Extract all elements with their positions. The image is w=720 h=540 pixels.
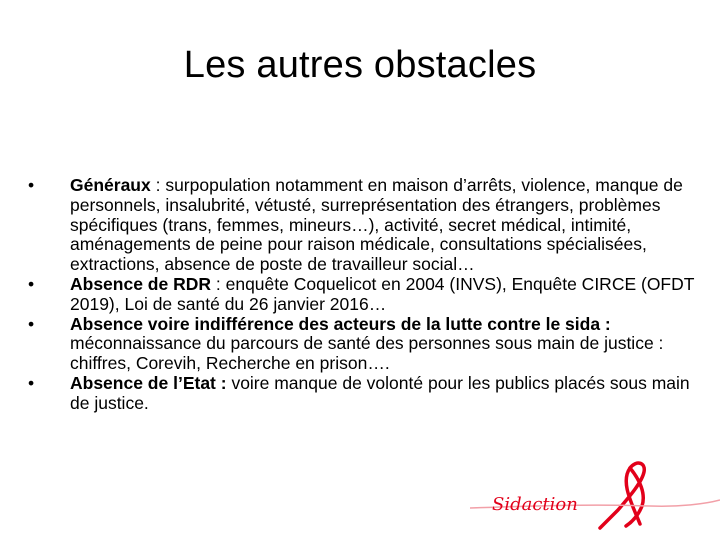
bullet-text: méconnaissance du parcours de santé des personnes sous main de justice : chiffres, Corevih, Recherche en prison….	[70, 333, 664, 374]
bullet-marker: •	[28, 313, 35, 334]
red-ribbon-icon	[600, 463, 644, 528]
bullet-text: : surpopulation notamment en maison d’arrêts, violence, manque de personnels, insalubrité, vétusté, surreprésentation des étrangers, problèmes spécifiques (trans, femmes, mineurs…), activité, secret médical, intimité, aménagements de peine pour raison médicale, consultations spécialisées, extractions, absence de poste de travailleur social…	[70, 175, 683, 275]
bullet-list	[28, 175, 708, 414]
bullet-lead: Généraux	[70, 175, 151, 195]
bullet-marker: •	[28, 273, 35, 294]
bullet-lead: Absence voire indifférence des acteurs de la lutte contre le sida :	[70, 313, 611, 334]
bullet-marker: •	[28, 175, 35, 195]
bullet-item-rdr	[28, 273, 708, 315]
slide-title: Les autres obstacles	[183, 44, 537, 86]
bullet-item-etat	[28, 372, 708, 414]
logo-text: Sidaction	[492, 494, 578, 515]
sidaction-logo	[470, 458, 720, 540]
bullet-text: : enquête Coquelicot en 2004 (INVS), Enquête CIRCE (OFDT 2019), Loi de santé du 26 janvier 2016…	[70, 273, 695, 314]
bullet-item-acteurs	[28, 313, 708, 374]
bullet-text: voire manque de volonté pour les publics placés sous main de justice.	[70, 372, 690, 413]
bullet-marker: •	[28, 372, 35, 393]
bullet-item-generaux	[28, 175, 708, 275]
bullet-lead: Absence de l’Etat :	[70, 372, 227, 393]
bullet-lead: Absence de RDR	[70, 273, 212, 294]
